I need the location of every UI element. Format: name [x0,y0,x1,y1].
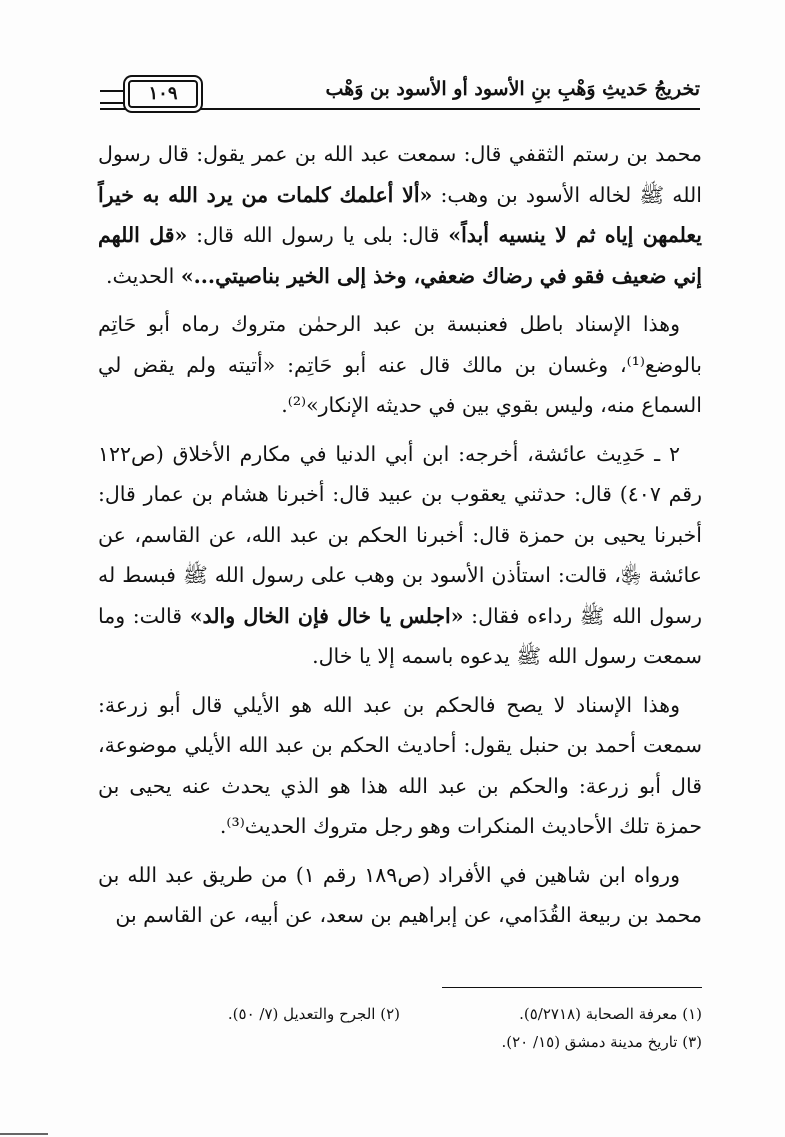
footnote-3: (٣) تاريخ مدينة دمشق (١٥/ ٢٠). [501,1033,702,1051]
page-edge-mark [0,1133,48,1135]
text-run: وهذا الإسناد لا يصح فالحكم بن عبد الله هو الأيلي قال أبو زرعة: سمعت أحمد بن حنبل يقول: أحاديث الحكم بن عبد الله الأيلي موضوعة، قال أبو زرعة: والحكم بن عبد الله هذا هو الذي يحدث عنه يحيى بن حمزة تلك الأحاديث المنكرات وهو رجل متروك الحديث⁽³⁾. [98,692,702,838]
footnotes [98,1000,702,1056]
text-run: وهذا الإسناد باطل فعنبسة بن عبد الرحمٰن متروك رماه أبو حَاتِم بالوضع⁽¹⁾، وغسان بن مالك قال عنه أبو حَاتِم: «أتيته ولم يقض لي السماع منه، وليس بقوي بين في حديثه الإنكار»⁽²⁾. [98,312,702,417]
paragraph [98,304,702,426]
header-title: تخريجُ حَديثِ وَهْبِ بنِ الأسود أو الأسود بن وَهْب [325,78,700,100]
header-rule [100,108,700,110]
paragraph [98,685,702,847]
paragraph [98,434,702,677]
text-run: ورواه ابن شاهين في الأفراد (ص١٨٩ رقم ١) من طريق عبد الله بن محمد بن ربيعة القُدَامي، عن إبراهيم بن سعد، عن أبيه، عن القاسم بن [98,862,702,927]
paragraph [98,134,702,296]
hadith-quote: «اجلس يا خال فإن الخال والد» [189,603,464,628]
main-text [98,134,702,936]
text-run: محمد بن رستم الثقفي قال: سمعت عبد الله بن عمر يقول: قال رسول الله ﷺ لخاله الأسود بن وهب: [98,142,702,207]
paragraph [98,855,702,936]
running-header [100,74,700,114]
header-ornament [100,90,124,104]
page-number: ١٠٩ [128,80,198,108]
hadith-quote: «ألا أعلمك كلمات من يرد الله به خيراً يعلمهن إياه ثم لا ينسيه أبداً» [98,182,702,247]
text-run: قال: بلى يا رسول الله قال: [187,223,449,247]
footnote-2: (٢) الجرح والتعديل (٧/ ٥٠). [227,1005,400,1023]
footnote-rule [442,987,702,988]
text-run: قالت: وما سمعت رسول الله ﷺ يدعوه باسمه إلا يا خال. [98,603,702,668]
footnote-1: (١) معرفة الصحابة (٥/٢٧١٨). [519,1005,702,1023]
text-run: ٢ ـ حَدِيث عائشة، أخرجه: ابن أبي الدنيا في مكارم الأخلاق (ص١٢٢ رقم ٤٠٧) قال: حدثني يعقوب بن عبيد قال: أخبرنا هشام بن عمار قال: أخبرنا يحيى بن حمزة قال: أخبرنا الحكم بن عبد الله، عن القاسم، عن عائشة ﵂، قالت: استأذن الأسود بن وهب على رسول الله ﷺ فبسط له رسول الله ﷺ رداءه فقال: [98,441,702,628]
text-run: الحديث. [106,263,181,288]
hadith-quote: «قل اللهم إني ضعيف فقو في رضاك ضعفي، وخذ إلى الخير بناصيتي...» [98,223,702,288]
